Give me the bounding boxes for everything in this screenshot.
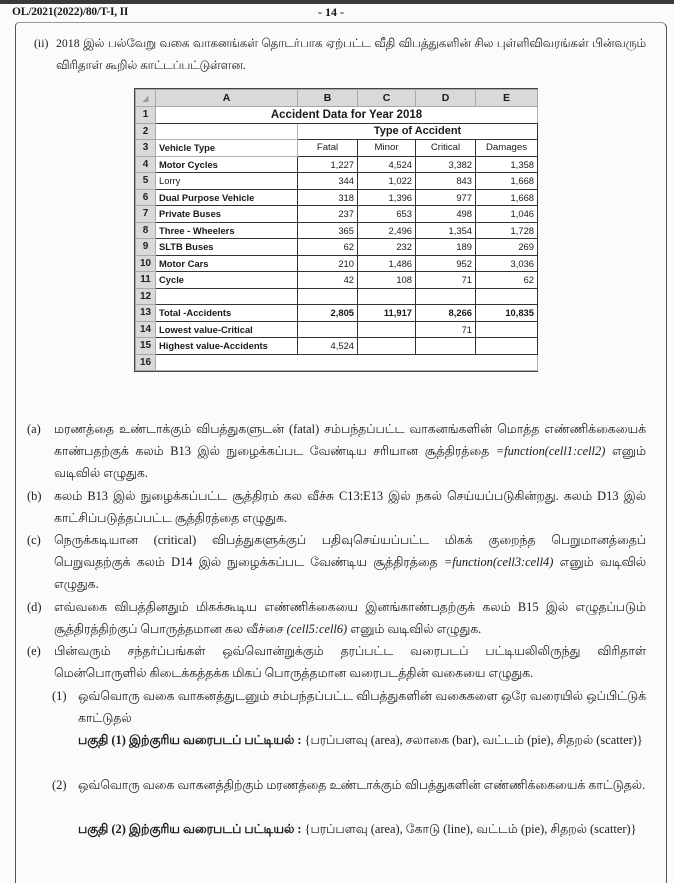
question-a-text-end: எனும் வடிவில் எழுதுக. [54, 444, 646, 480]
question-e-part-2 [52, 774, 646, 796]
question-b [27, 485, 646, 529]
question-c [27, 529, 647, 595]
table-row [136, 255, 538, 272]
table-row [136, 189, 538, 206]
critical-header: Critical [416, 140, 476, 157]
column-header-c: C [358, 90, 416, 107]
table-row [136, 156, 538, 173]
part-2-list-label: பகுதி (2) இற்குரிய வரைபடப் பட்டியல் : [78, 822, 302, 836]
damages-header: Damages [476, 140, 538, 157]
table-row [136, 173, 538, 190]
question-b-label: (b) [27, 489, 42, 503]
row-number: 14 [136, 321, 156, 338]
total-fatal: 2,805 [298, 305, 358, 322]
damages-value: 1,358 [476, 156, 538, 173]
row-number: 9 [136, 239, 156, 256]
table-row [136, 239, 538, 256]
critical-value: 843 [416, 173, 476, 190]
question-c-text-end: எனும் வடிவில் எழுதுக. [54, 555, 647, 591]
column-header-b: B [298, 90, 358, 107]
paper-code: OL/2021(2022)/80/T-I, II [12, 6, 129, 18]
minor-value: 4,524 [358, 156, 416, 173]
column-header-d: D [416, 90, 476, 107]
empty-cell [358, 338, 416, 355]
row-number: 10 [136, 255, 156, 272]
fatal-value: 62 [298, 239, 358, 256]
part-1-text: ஒவ்வொரு வகை வாகனத்துடனும் சம்பந்தப்பட்ட விபத்துகளின் வகைகளை ஒரே வரையில் ஒப்பிட்டுக் காட்டுதல் [78, 689, 646, 725]
table-row [136, 288, 538, 305]
intro-text: 2018 இல் பல்வேறு வகை வாகனங்கள் தொடர்பாக ஏற்பட்ட வீதி விபத்துகளின் சில புள்ளிவிவரங்கள் பின்வரும் விரிதாள் கூறில் காட்டப்பட்டுள்ளன. [56, 36, 646, 72]
minor-value: 1,022 [358, 173, 416, 190]
question-e [27, 640, 646, 684]
table-row [136, 305, 538, 322]
page-number: - 14 - [318, 5, 344, 19]
fatal-value: 365 [298, 222, 358, 239]
total-minor: 11,917 [358, 305, 416, 322]
question-e-label: (e) [27, 644, 41, 658]
empty-cell [416, 288, 476, 305]
table-row [136, 222, 538, 239]
empty-cell [476, 338, 538, 355]
minor-value: 108 [358, 272, 416, 289]
damages-value: 1,668 [476, 173, 538, 190]
minor-value: 232 [358, 239, 416, 256]
part-1-list-options: {பரப்பளவு (area), சலாகை (bar), வட்டம் (pie), சிதறல் (scatter)} [301, 733, 643, 747]
vehicle-name: SLTB Buses [156, 239, 298, 256]
critical-value: 952 [416, 255, 476, 272]
fatal-value: 344 [298, 173, 358, 190]
empty-row [156, 354, 538, 371]
question-a [27, 418, 646, 484]
minor-value: 1,486 [358, 255, 416, 272]
question-d-formula: (cell5:cell6) [286, 622, 348, 636]
column-header-e: E [476, 90, 538, 107]
damages-value: 1,046 [476, 206, 538, 223]
table-row [136, 123, 538, 140]
fatal-value: 1,227 [298, 156, 358, 173]
empty-cell [476, 321, 538, 338]
question-d-label: (d) [27, 600, 42, 614]
critical-value: 977 [416, 189, 476, 206]
fatal-value: 210 [298, 255, 358, 272]
row-number: 11 [136, 272, 156, 289]
fatal-header: Fatal [298, 140, 358, 157]
select-all-corner: ◢ [136, 90, 156, 107]
table-row [136, 107, 538, 124]
spreadsheet [134, 88, 538, 372]
highest-accidents-label: Highest value-Accidents [156, 338, 298, 355]
vehicle-name: Motor Cars [156, 255, 298, 272]
row-number: 16 [136, 354, 156, 371]
critical-value: 3,382 [416, 156, 476, 173]
intro-label: (ii) [34, 36, 49, 50]
minor-header: Minor [358, 140, 416, 157]
critical-value: 498 [416, 206, 476, 223]
vehicle-name: Lorry [156, 173, 298, 190]
empty-cell [298, 321, 358, 338]
minor-value: 653 [358, 206, 416, 223]
cell-a2 [156, 123, 298, 140]
row-number: 4 [136, 156, 156, 173]
total-accidents-label: Total -Accidents [156, 305, 298, 322]
empty-cell [156, 288, 298, 305]
empty-cell [476, 288, 538, 305]
lowest-critical-value: 71 [416, 321, 476, 338]
empty-cell [358, 321, 416, 338]
part-2-chart-list [78, 818, 646, 840]
damages-value: 269 [476, 239, 538, 256]
column-header-a: A [156, 90, 298, 107]
part-1-list-label: பகுதி (1) இற்குரிய வரைபடப் பட்டியல் : [78, 733, 302, 747]
table-row [136, 321, 538, 338]
table-row [136, 338, 538, 355]
highest-accidents-value: 4,524 [298, 338, 358, 355]
empty-cell [298, 288, 358, 305]
critical-value: 189 [416, 239, 476, 256]
row-number: 6 [136, 189, 156, 206]
damages-value: 62 [476, 272, 538, 289]
part-2-text: ஒவ்வொரு வகை வாகனத்திற்கும் மரணத்தை உண்டாக்கும் விபத்துகளின் எண்ணிக்கையைக் காட்டுதல். [78, 778, 646, 792]
lowest-critical-label: Lowest value-Critical [156, 321, 298, 338]
part-1-chart-list [78, 729, 646, 751]
vehicle-name: Three - Wheelers [156, 222, 298, 239]
question-a-formula: =function(cell1:cell2) [495, 444, 606, 458]
question-e-part-1 [52, 685, 646, 729]
type-of-accident-header: Type of Accident [298, 123, 538, 140]
question-c-text: நெருக்கடியான (critical) விபத்துகளுக்குப் பதிவுசெய்யப்பட்ட மிகக் குறைந்த பெறுமானத்தைப் பெறுவதற்குக் கலம் D14 இல் நுழைக்கப்பட வேண்டிய சூத்திரத்தை [54, 533, 646, 569]
part-2-label: (2) [52, 778, 67, 792]
question-d [27, 596, 646, 640]
vehicle-type-header: Vehicle Type [156, 140, 298, 157]
damages-value: 1,728 [476, 222, 538, 239]
question-e-text: பின்வரும் சந்தர்ப்பங்கள் ஒவ்வொன்றுக்கும் தரப்பட்ட வரைபடப் பட்டியலிலிருந்து விரிதாள் மென்பொருளில் கிடைக்கத்தக்க மிகப் பொருத்தமான வரைபடத்தின் வகையை எழுதுக. [54, 644, 646, 680]
table-row [136, 206, 538, 223]
question-a-text: மரணத்தை உண்டாக்கும் விபத்துகளுடன் (fatal) சம்பந்தப்பட்ட வாகனங்களின் மொத்த எண்ணிக்கையைக் காண்பதற்குக் கலம் B13 இல் நுழைக்கப்பட வேண்டிய சரியான சூத்திரத்தை [54, 422, 646, 458]
top-edge-bar [0, 0, 674, 4]
minor-value: 1,396 [358, 189, 416, 206]
intro-paragraph [34, 32, 646, 76]
table-row [136, 140, 538, 157]
part-2-list-options: {பரப்பளவு (area), கோடு (line), வட்டம் (pie), சிதறல் (scatter)} [301, 822, 637, 836]
fatal-value: 42 [298, 272, 358, 289]
vehicle-name: Cycle [156, 272, 298, 289]
row-number: 15 [136, 338, 156, 355]
damages-value: 3,036 [476, 255, 538, 272]
row-number: 8 [136, 222, 156, 239]
column-header-row [136, 90, 538, 107]
part-1-label: (1) [52, 689, 67, 703]
table-row [136, 272, 538, 289]
question-c-formula: =function(cell3:cell4) [443, 555, 554, 569]
row-number: 3 [136, 140, 156, 157]
row-number: 5 [136, 173, 156, 190]
row-number: 13 [136, 305, 156, 322]
minor-value: 2,496 [358, 222, 416, 239]
critical-value: 71 [416, 272, 476, 289]
vehicle-name: Motor Cycles [156, 156, 298, 173]
row-number: 1 [136, 107, 156, 124]
empty-cell [358, 288, 416, 305]
table-row [136, 354, 538, 371]
question-c-label: (c) [27, 533, 41, 547]
total-damages: 10,835 [476, 305, 538, 322]
row-number: 7 [136, 206, 156, 223]
question-d-text: எவ்வகை விபத்தினதும் மிகக்கூடிய எண்ணிக்கையை இனங்காண்பதற்குக் கலம் B15 இல் எழுதப்படும் சூத்திரத்திற்குப் பொருத்தமான கல வீச்சை [54, 600, 646, 636]
critical-value: 1,354 [416, 222, 476, 239]
question-d-text-end: எனும் வடிவில் எழுதுக. [347, 622, 482, 636]
fatal-value: 318 [298, 189, 358, 206]
row-number: 2 [136, 123, 156, 140]
fatal-value: 237 [298, 206, 358, 223]
vehicle-name: Private Buses [156, 206, 298, 223]
total-critical: 8,266 [416, 305, 476, 322]
empty-cell [416, 338, 476, 355]
sheet-title: Accident Data for Year 2018 [156, 107, 538, 124]
row-number: 12 [136, 288, 156, 305]
question-a-label: (a) [27, 422, 41, 436]
question-b-text: கலம் B13 இல் நுழைக்கப்பட்ட சூத்திரம் கல வீச்சு C13:E13 இல் நகல் செய்யப்படுகின்றது. கலம் D13 இல் காட்சிப்படுத்தப்பட்ட சூத்திரத்தை எழுதுக. [54, 489, 646, 525]
damages-value: 1,668 [476, 189, 538, 206]
vehicle-name: Dual Purpose Vehicle [156, 189, 298, 206]
